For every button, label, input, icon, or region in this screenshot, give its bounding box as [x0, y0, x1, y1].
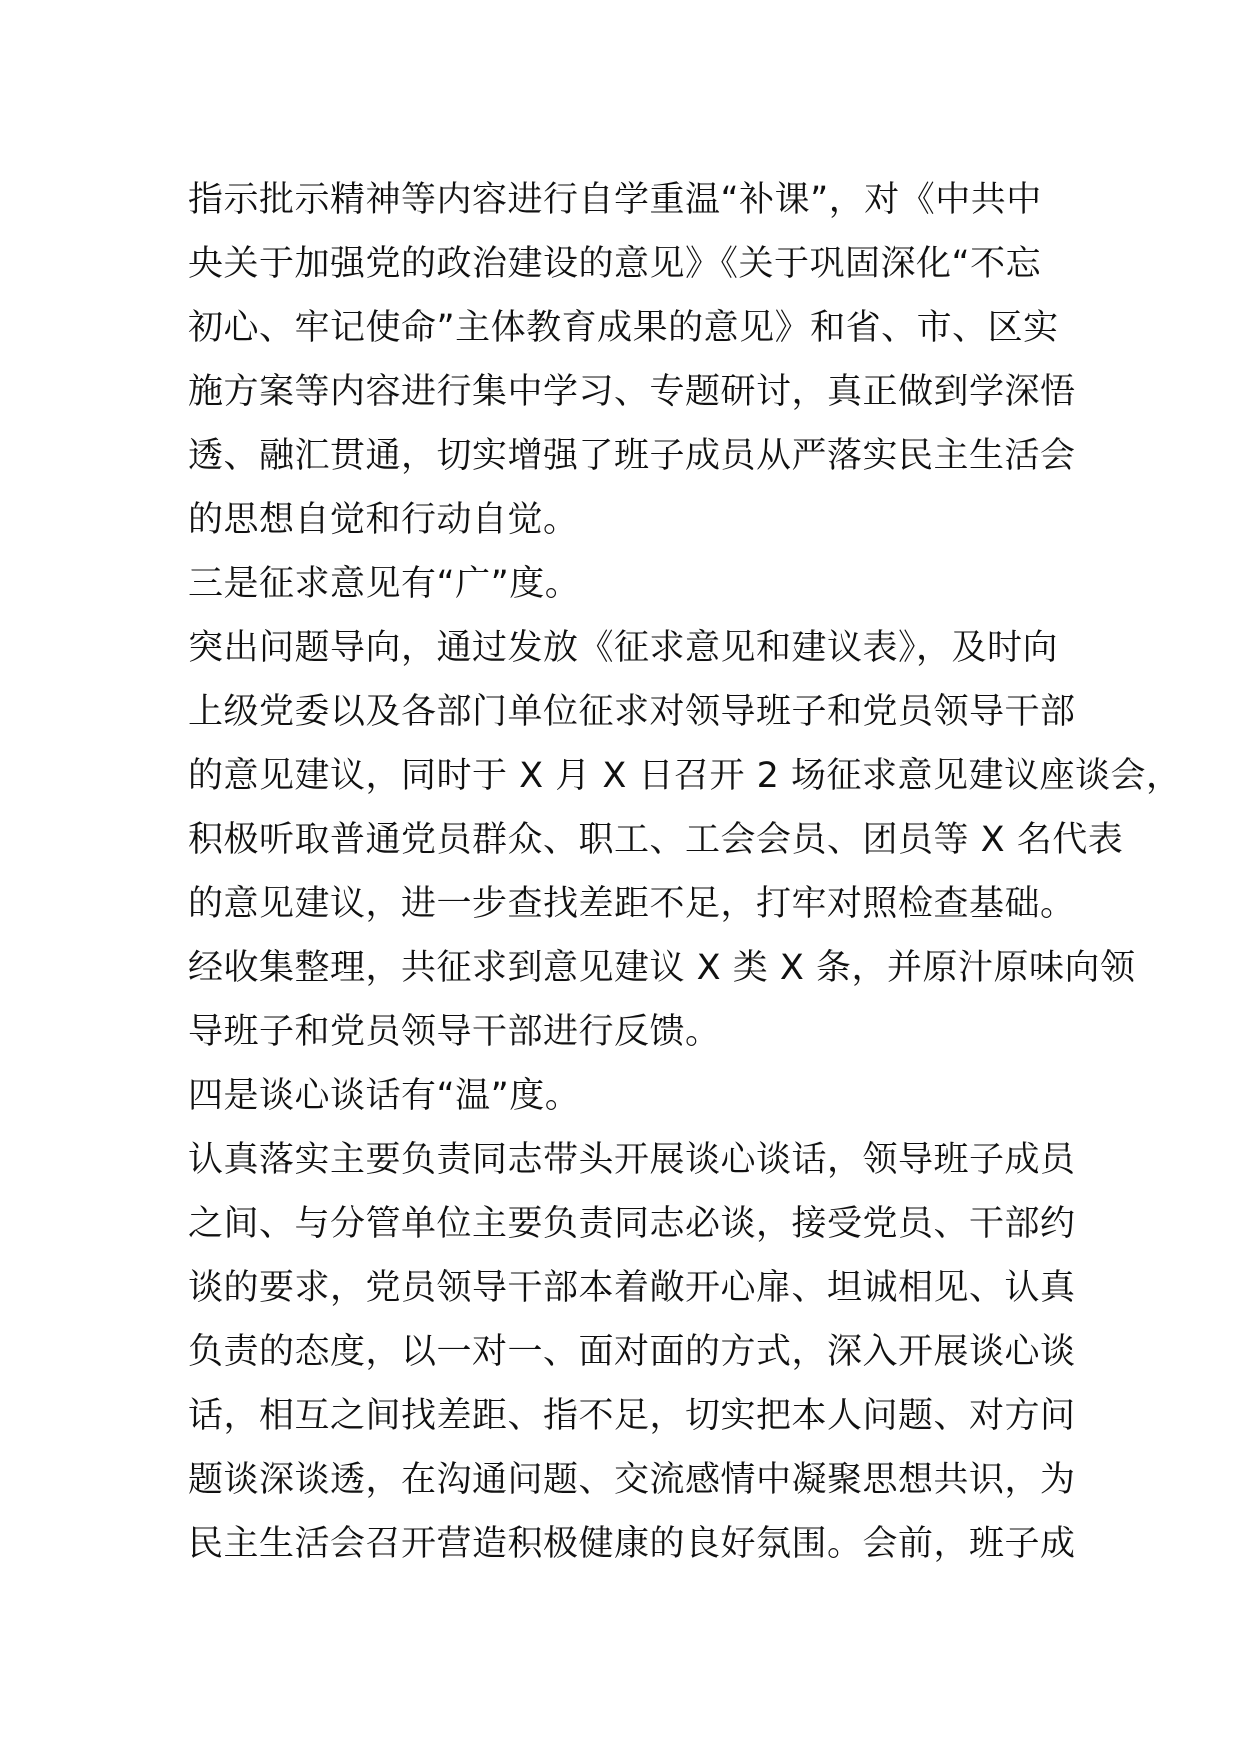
text-line: 初心、牢记使命”主体教育成果的意见》和省、市、区实: [188, 308, 1059, 348]
text-line: 指示批示精神等内容进行自学重温“补课”，对《中共中: [188, 180, 1042, 220]
text-line: 负责的态度，以一对一、面对面的方式，深入开展谈心谈: [188, 1332, 1076, 1372]
text-line: 突出问题导向，通过发放《征求意见和建议表》，及时向: [188, 628, 1059, 668]
text-line: 话，相互之间找差距、指不足，切实把本人问题、对方问: [188, 1396, 1076, 1436]
text-line: 积极听取普通党员群众、职工、工会会员、团员等 X 名代表: [188, 820, 1124, 860]
text-line: 的意见建议，同时于 X 月 X 日召开 2 场征求意见建议座谈会，: [188, 756, 1182, 796]
text-line: 谈的要求，党员领导干部本着敞开心扉、坦诚相见、认真: [188, 1268, 1076, 1308]
document-body: [188, 168, 1182, 1576]
section-heading: 三是征求意见有“广”度。: [188, 564, 581, 604]
text-line: 上级党委以及各部门单位征求对领导班子和党员领导干部: [188, 692, 1076, 732]
section-heading: 四是谈心谈话有“温”度。: [188, 1076, 581, 1116]
text-line: 央关于加强党的政治建设的意见》《关于巩固深化“不忘: [188, 244, 1042, 284]
text-line: 经收集整理，共征求到意见建议 X 类 X 条，并原汁原味向领: [188, 948, 1136, 988]
text-line: 导班子和党员领导干部进行反馈。: [188, 1012, 721, 1052]
text-line: 民主生活会召开营造积极健康的良好氛围。会前，班子成: [188, 1524, 1076, 1564]
text-line: 透、融汇贯通，切实增强了班子成员从严落实民主生活会: [188, 436, 1076, 476]
text-line: 的思想自觉和行动自觉。: [188, 500, 579, 540]
text-line: 的意见建议，进一步查找差距不足，打牢对照检查基础。: [188, 884, 1076, 924]
text-line: 认真落实主要负责同志带头开展谈心谈话，领导班子成员: [188, 1140, 1076, 1180]
text-line: 施方案等内容进行集中学习、专题研讨，真正做到学深悟: [188, 372, 1076, 412]
text-line: 题谈深谈透，在沟通问题、交流感情中凝聚思想共识，为: [188, 1460, 1076, 1500]
text-line: 之间、与分管单位主要负责同志必谈，接受党员、干部约: [188, 1204, 1076, 1244]
